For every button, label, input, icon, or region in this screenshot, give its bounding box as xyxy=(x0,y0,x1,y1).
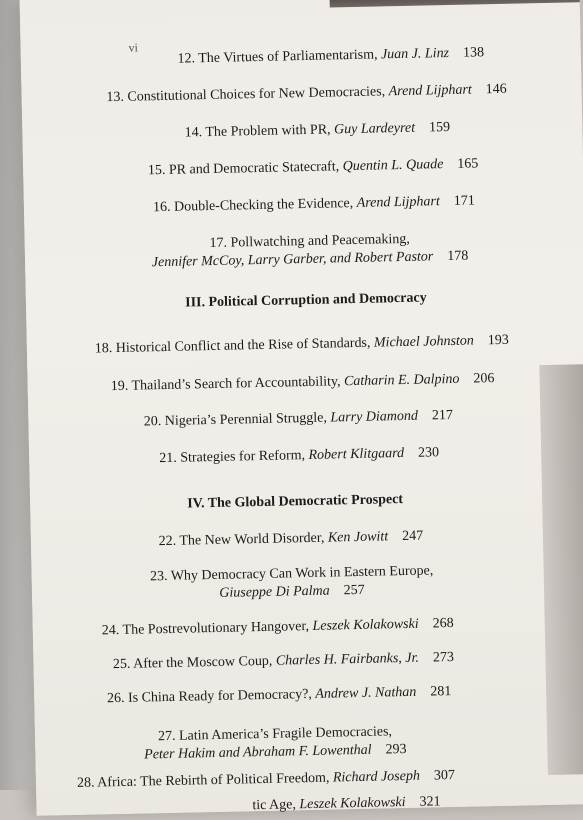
entry-page: 257 xyxy=(343,582,365,599)
entry-title: 17. Pollwatching and Peacemaking, xyxy=(209,231,410,252)
entry-title: 25. After the Moscow Coup, xyxy=(112,653,277,673)
entry-page: 293 xyxy=(385,742,407,758)
book-page xyxy=(19,0,583,816)
toc-entry xyxy=(44,682,514,710)
toc-entry xyxy=(63,405,533,433)
entry-page: 171 xyxy=(453,193,475,209)
toc-entry xyxy=(48,648,518,676)
entry-page: 273 xyxy=(432,650,455,666)
entry-author: Arend Lijphart xyxy=(388,82,472,100)
entry-title: 26. Is China Ready for Democracy?, xyxy=(106,686,316,707)
entry-title: 14. The Problem with PR, xyxy=(184,122,335,141)
entry-title: 23. Why Democracy Can Work in Eastern Europe, xyxy=(149,563,434,585)
entry-title: 24. The Postrevolutionary Hangover, xyxy=(101,618,313,639)
toc-entry xyxy=(78,154,548,182)
entry-author: Leszek Kolakowski xyxy=(312,616,419,634)
entry-title: 12. The Virtues of Parliamentarism, xyxy=(177,47,382,67)
toc-entry xyxy=(82,117,552,145)
toc-entry xyxy=(111,790,581,818)
entry-page: 307 xyxy=(433,768,456,784)
entry-title: tic Age, xyxy=(252,797,300,814)
entry-page: 247 xyxy=(401,528,424,545)
entry-author: Quentin L. Quade xyxy=(342,157,444,175)
entry-author: Michael Johnston xyxy=(373,333,475,351)
entry-author: Giuseppe Di Palma xyxy=(219,583,330,601)
entry-page: 217 xyxy=(431,407,454,424)
entry-page: 146 xyxy=(485,81,507,98)
entry-page: 178 xyxy=(447,248,469,265)
entry-page: 206 xyxy=(473,371,495,387)
entry-page: 159 xyxy=(428,119,451,136)
adjacent-page-edge xyxy=(329,0,579,7)
entry-author: Leszek Kolakowski xyxy=(299,795,406,813)
section-heading: III. Political Corruption and Democracy xyxy=(185,290,427,311)
entry-author: Jennifer McCoy, Larry Garber, and Robert Pastor xyxy=(151,249,434,271)
entry-title: 19. Thailand’s Search for Accountability, xyxy=(110,374,345,395)
entry-page: 281 xyxy=(430,684,452,700)
toc-entry xyxy=(57,560,528,606)
entry-title: 20. Nigeria’s Perennial Struggle, xyxy=(143,410,331,430)
entry-page: 268 xyxy=(432,616,454,632)
toc-entry xyxy=(68,369,538,397)
toc-entry xyxy=(40,721,511,767)
entry-page: 321 xyxy=(419,794,441,810)
entry-author: Guy Lardeyret xyxy=(333,120,416,138)
entry-author: Juan J. Linz xyxy=(380,45,450,63)
toc-entry xyxy=(96,43,566,71)
entry-title: 28. Africa: The Rebirth of Political Freedom, xyxy=(76,770,334,791)
entry-author: Catharin E. Dalpino xyxy=(343,371,460,390)
entry-author: Robert Klitgaard xyxy=(308,446,405,463)
toc-entry xyxy=(71,80,541,108)
entry-author: Andrew J. Nathan xyxy=(315,684,417,702)
entry-page: 230 xyxy=(417,445,440,461)
toc-entry xyxy=(43,614,513,642)
entry-title: 21. Strategies for Reform, xyxy=(159,448,309,467)
entry-title: 18. Historical Conflict and the Rise of Standards, xyxy=(94,335,375,357)
entry-author: Charles H. Fairbanks, Jr. xyxy=(275,650,420,669)
toc-entry xyxy=(75,228,546,274)
toc-entry xyxy=(67,331,537,359)
entry-author: Larry Diamond xyxy=(330,408,419,426)
entry-title: 15. PR and Democratic Statecraft, xyxy=(147,159,343,179)
entry-author: Ken Jowitt xyxy=(327,529,389,546)
page-fold-edge xyxy=(539,364,583,775)
entry-page: 165 xyxy=(457,156,479,172)
entry-title: 16. Double-Checking the Evidence, xyxy=(152,195,357,216)
entry-title: 22. The New World Disorder, xyxy=(158,530,329,550)
entry-page: 193 xyxy=(487,332,509,349)
entry-title: 27. Latin America’s Fragile Democracies, xyxy=(157,724,393,745)
entry-author: Richard Joseph xyxy=(332,768,421,786)
entry-author: Arend Lijphart xyxy=(356,194,440,211)
entry-page: 138 xyxy=(462,45,485,61)
entry-author: Peter Hakim and Abraham F. Lowenthal xyxy=(144,742,372,763)
section-heading: IV. The Global Democratic Prospect xyxy=(187,492,404,512)
page-number: vi xyxy=(128,40,139,55)
toc-entry xyxy=(56,525,526,553)
toc-entry xyxy=(64,442,534,470)
toc-entry xyxy=(79,191,549,219)
entry-title: 13. Constitutional Choices for New Democracies, xyxy=(106,84,389,106)
